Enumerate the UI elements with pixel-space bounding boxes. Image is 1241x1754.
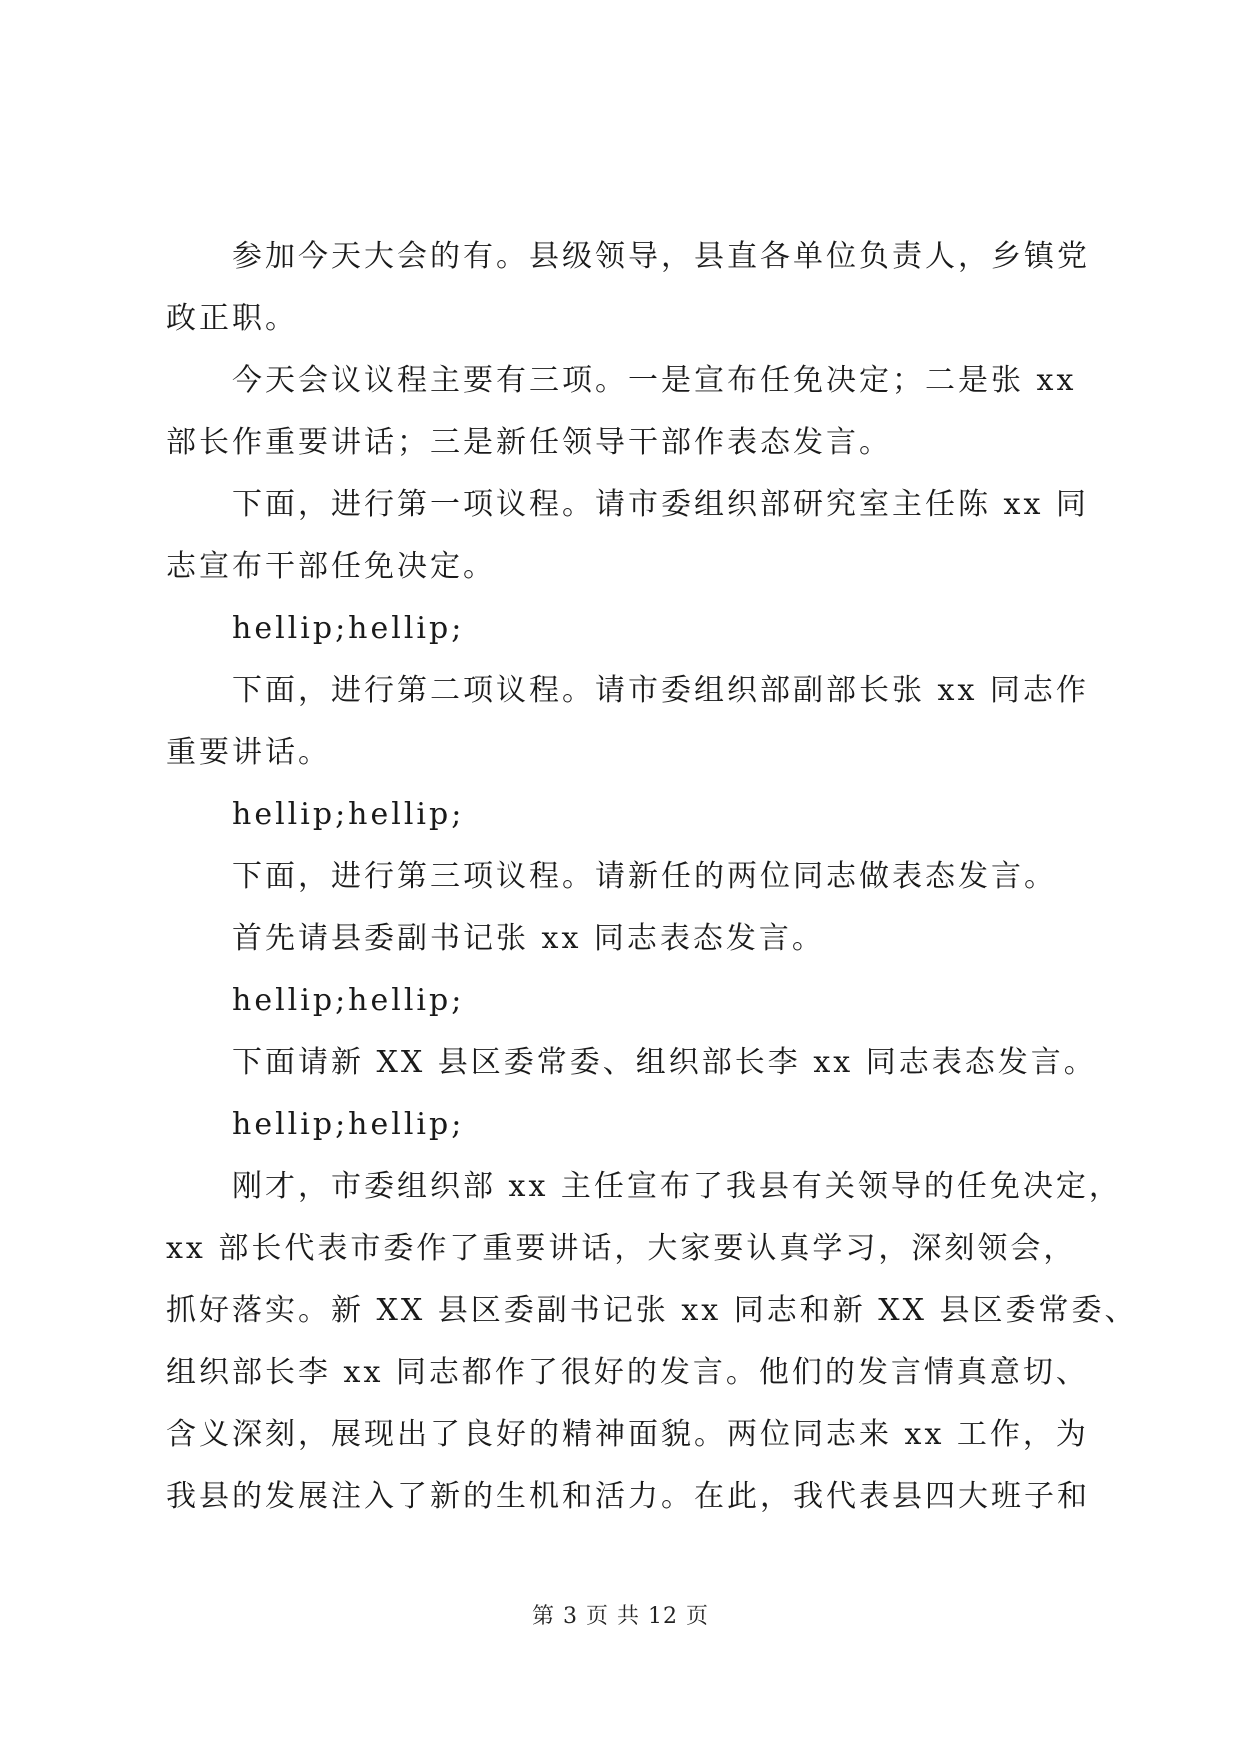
text-line: hellip;hellip; (232, 797, 465, 832)
text-line: 刚才，市委组织部 xx 主任宣布了我县有关领导的任免决定， (232, 1169, 1122, 1204)
text-line: 组织部长李 xx 同志都作了很好的发言。他们的发言情真意切、 (166, 1355, 1089, 1390)
text-line: 下面，进行第一项议程。请市委组织部研究室主任陈 xx 同 (232, 487, 1089, 522)
text-line: 今天会议议程主要有三项。一是宣布任免决定；二是张 xx (232, 363, 1077, 398)
text-line: 下面，进行第三项议程。请新任的两位同志做表态发言。 (232, 859, 1057, 894)
text-line: xx 部长代表市委作了重要讲话，大家要认真学习，深刻领会， (166, 1231, 1077, 1266)
text-line: 我县的发展注入了新的生机和活力。在此，我代表县四大班子和 (166, 1479, 1090, 1514)
text-line: hellip;hellip; (232, 1107, 465, 1142)
text-line: hellip;hellip; (232, 611, 465, 646)
text-line: 含义深刻，展现出了良好的精神面貌。两位同志来 xx 工作，为 (166, 1417, 1089, 1452)
text-line: 重要讲话。 (166, 735, 331, 770)
page-footer: 第 3 页 共 12 页 (532, 1604, 709, 1629)
text-line: 首先请县委副书记张 xx 同志表态发言。 (232, 921, 825, 956)
text-line: 下面请新 XX 县区委常委、组织部长李 xx 同志表态发言。 (232, 1045, 1097, 1080)
text-line: 下面，进行第二项议程。请市委组织部副部长张 xx 同志作 (232, 673, 1089, 708)
text-line: 志宣布干部任免决定。 (166, 549, 496, 584)
text-line: 参加今天大会的有。县级领导，县直各单位负责人，乡镇党 (232, 239, 1090, 274)
text-line: 部长作重要讲话；三是新任领导干部作表态发言。 (166, 425, 892, 460)
text-line: hellip;hellip; (232, 983, 465, 1018)
text-line: 抓好落实。新 XX 县区委副书记张 xx 同志和新 XX 县区委常委、 (166, 1293, 1138, 1328)
text-line: 政正职。 (166, 301, 298, 336)
